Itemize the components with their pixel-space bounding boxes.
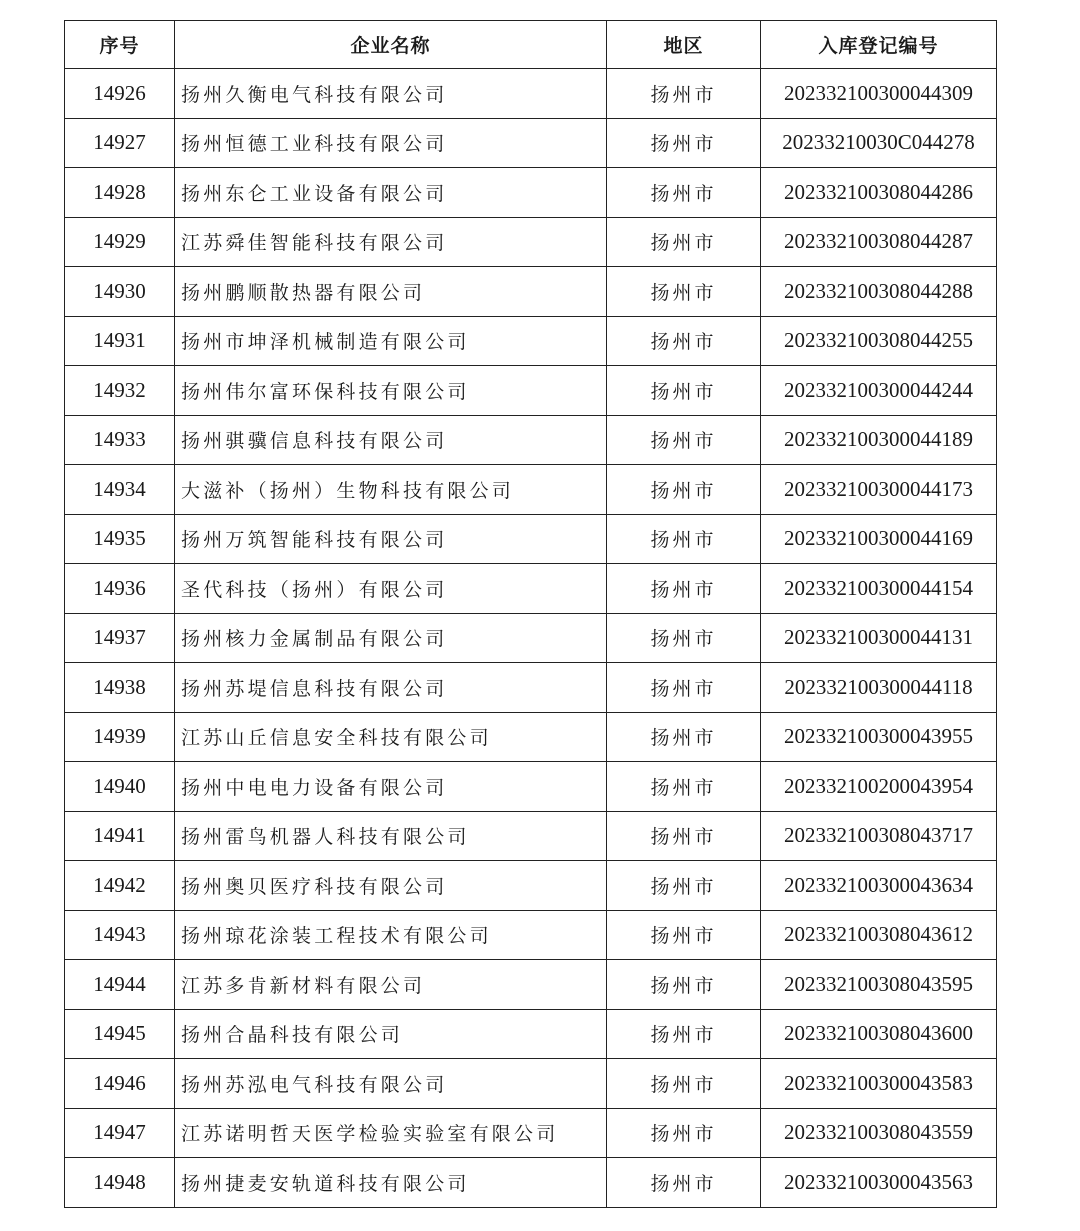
- enterprise-name-cell: 扬州伟尔富环保科技有限公司: [175, 366, 607, 416]
- serial-number-cell: 14931: [65, 316, 175, 366]
- serial-number-cell: 14932: [65, 366, 175, 416]
- enterprise-name-cell: 扬州市坤泽机械制造有限公司: [175, 316, 607, 366]
- region-cell: 扬州市: [607, 811, 761, 861]
- table-row: [65, 118, 997, 168]
- enterprise-name-cell: 扬州捷麦安轨道科技有限公司: [175, 1158, 607, 1208]
- table-body: [65, 69, 997, 1208]
- header-enterprise-name: 企业名称: [175, 21, 607, 69]
- serial-number-cell: 14939: [65, 712, 175, 762]
- enterprise-name-cell: 圣代科技（扬州）有限公司: [175, 564, 607, 614]
- serial-number-cell: 14936: [65, 564, 175, 614]
- enterprise-name-cell: 扬州苏泓电气科技有限公司: [175, 1059, 607, 1109]
- enterprise-name-cell: 扬州苏堤信息科技有限公司: [175, 663, 607, 713]
- enterprise-registry-table: [64, 20, 997, 1208]
- serial-number-cell: 14941: [65, 811, 175, 861]
- document-sheet: [64, 20, 996, 1208]
- table-row: [65, 613, 997, 663]
- region-cell: 扬州市: [607, 69, 761, 119]
- serial-number-cell: 14926: [65, 69, 175, 119]
- serial-number-cell: 14946: [65, 1059, 175, 1109]
- serial-number-cell: 14927: [65, 118, 175, 168]
- region-cell: 扬州市: [607, 267, 761, 317]
- region-cell: 扬州市: [607, 762, 761, 812]
- table-row: [65, 663, 997, 713]
- region-cell: 扬州市: [607, 960, 761, 1010]
- region-cell: 扬州市: [607, 1108, 761, 1158]
- region-cell: 扬州市: [607, 861, 761, 911]
- serial-number-cell: 14940: [65, 762, 175, 812]
- registration-code-cell: 202332100300044154: [761, 564, 997, 614]
- table-header: [65, 21, 997, 69]
- serial-number-cell: 14943: [65, 910, 175, 960]
- table-row: [65, 514, 997, 564]
- enterprise-name-cell: 扬州骐骥信息科技有限公司: [175, 415, 607, 465]
- registration-code-cell: 202332100308044255: [761, 316, 997, 366]
- serial-number-cell: 14929: [65, 217, 175, 267]
- table-row: [65, 366, 997, 416]
- table-row: [65, 861, 997, 911]
- enterprise-name-cell: 江苏诺明哲天医学检验实验室有限公司: [175, 1108, 607, 1158]
- enterprise-name-cell: 扬州鹏顺散热器有限公司: [175, 267, 607, 317]
- table-row: [65, 564, 997, 614]
- header-region: 地区: [607, 21, 761, 69]
- region-cell: 扬州市: [607, 118, 761, 168]
- enterprise-name-cell: 扬州中电电力设备有限公司: [175, 762, 607, 812]
- serial-number-cell: 14935: [65, 514, 175, 564]
- region-cell: 扬州市: [607, 1158, 761, 1208]
- registration-code-cell: 202332100308043595: [761, 960, 997, 1010]
- region-cell: 扬州市: [607, 910, 761, 960]
- serial-number-cell: 14930: [65, 267, 175, 317]
- registration-code-cell: 202332100300044173: [761, 465, 997, 515]
- table-row: [65, 1059, 997, 1109]
- region-cell: 扬州市: [607, 1059, 761, 1109]
- region-cell: 扬州市: [607, 168, 761, 218]
- region-cell: 扬州市: [607, 316, 761, 366]
- enterprise-name-cell: 江苏舜佳智能科技有限公司: [175, 217, 607, 267]
- serial-number-cell: 14945: [65, 1009, 175, 1059]
- registration-code-cell: 202332100300044169: [761, 514, 997, 564]
- region-cell: 扬州市: [607, 415, 761, 465]
- table-row: [65, 960, 997, 1010]
- region-cell: 扬州市: [607, 663, 761, 713]
- serial-number-cell: 14937: [65, 613, 175, 663]
- table-row: [65, 217, 997, 267]
- table-row: [65, 1158, 997, 1208]
- registration-code-cell: 202332100300044309: [761, 69, 997, 119]
- header-row: [65, 21, 997, 69]
- enterprise-name-cell: 扬州奥贝医疗科技有限公司: [175, 861, 607, 911]
- registration-code-cell: 202332100200043954: [761, 762, 997, 812]
- region-cell: 扬州市: [607, 465, 761, 515]
- enterprise-name-cell: 江苏山丘信息安全科技有限公司: [175, 712, 607, 762]
- serial-number-cell: 14938: [65, 663, 175, 713]
- registration-code-cell: 202332100300044118: [761, 663, 997, 713]
- registration-code-cell: 202332100300044244: [761, 366, 997, 416]
- header-serial-number: 序号: [65, 21, 175, 69]
- table-row: [65, 1108, 997, 1158]
- table-row: [65, 910, 997, 960]
- region-cell: 扬州市: [607, 366, 761, 416]
- serial-number-cell: 14934: [65, 465, 175, 515]
- region-cell: 扬州市: [607, 712, 761, 762]
- enterprise-name-cell: 扬州琼花涂装工程技术有限公司: [175, 910, 607, 960]
- registration-code-cell: 202332100300044189: [761, 415, 997, 465]
- table-row: [65, 762, 997, 812]
- region-cell: 扬州市: [607, 564, 761, 614]
- registration-code-cell: 20233210030C044278: [761, 118, 997, 168]
- serial-number-cell: 14944: [65, 960, 175, 1010]
- enterprise-name-cell: 江苏多肯新材料有限公司: [175, 960, 607, 1010]
- serial-number-cell: 14948: [65, 1158, 175, 1208]
- registration-code-cell: 202332100300043583: [761, 1059, 997, 1109]
- registration-code-cell: 202332100308043717: [761, 811, 997, 861]
- enterprise-name-cell: 扬州恒德工业科技有限公司: [175, 118, 607, 168]
- registration-code-cell: 202332100308044288: [761, 267, 997, 317]
- serial-number-cell: 14947: [65, 1108, 175, 1158]
- region-cell: 扬州市: [607, 217, 761, 267]
- table-row: [65, 465, 997, 515]
- registration-code-cell: 202332100300044131: [761, 613, 997, 663]
- enterprise-name-cell: 扬州核力金属制品有限公司: [175, 613, 607, 663]
- registration-code-cell: 202332100300043563: [761, 1158, 997, 1208]
- enterprise-name-cell: 扬州合晶科技有限公司: [175, 1009, 607, 1059]
- registration-code-cell: 202332100308044287: [761, 217, 997, 267]
- enterprise-name-cell: 扬州东仑工业设备有限公司: [175, 168, 607, 218]
- table-row: [65, 316, 997, 366]
- enterprise-name-cell: 扬州雷鸟机器人科技有限公司: [175, 811, 607, 861]
- table-row: [65, 1009, 997, 1059]
- enterprise-name-cell: 扬州万筑智能科技有限公司: [175, 514, 607, 564]
- table-row: [65, 168, 997, 218]
- table-row: [65, 712, 997, 762]
- serial-number-cell: 14942: [65, 861, 175, 911]
- serial-number-cell: 14928: [65, 168, 175, 218]
- table-row: [65, 69, 997, 119]
- registration-code-cell: 202332100308043559: [761, 1108, 997, 1158]
- enterprise-name-cell: 大滋补（扬州）生物科技有限公司: [175, 465, 607, 515]
- registration-code-cell: 202332100308043612: [761, 910, 997, 960]
- table-row: [65, 811, 997, 861]
- table-row: [65, 267, 997, 317]
- region-cell: 扬州市: [607, 514, 761, 564]
- header-registration-code: 入库登记编号: [761, 21, 997, 69]
- region-cell: 扬州市: [607, 1009, 761, 1059]
- registration-code-cell: 202332100300043955: [761, 712, 997, 762]
- serial-number-cell: 14933: [65, 415, 175, 465]
- registration-code-cell: 202332100300043634: [761, 861, 997, 911]
- enterprise-name-cell: 扬州久衡电气科技有限公司: [175, 69, 607, 119]
- region-cell: 扬州市: [607, 613, 761, 663]
- registration-code-cell: 202332100308043600: [761, 1009, 997, 1059]
- registration-code-cell: 202332100308044286: [761, 168, 997, 218]
- table-row: [65, 415, 997, 465]
